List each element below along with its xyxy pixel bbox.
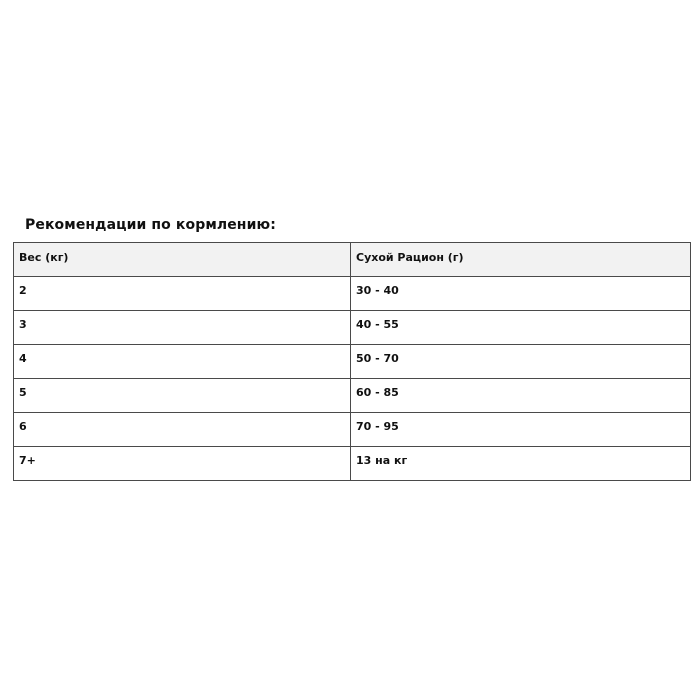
- table-row: [14, 379, 691, 413]
- cell-weight: 6: [14, 413, 351, 447]
- cell-dry-ration: 13 на кг: [351, 447, 691, 481]
- table-row: [14, 277, 691, 311]
- cell-dry-ration: 30 - 40: [351, 277, 691, 311]
- table-row: [14, 345, 691, 379]
- table-header-row: [14, 243, 691, 277]
- header-dry-ration: Сухой Рацион (г): [351, 243, 691, 277]
- feeding-table: [13, 242, 691, 481]
- cell-dry-ration: 70 - 95: [351, 413, 691, 447]
- table-row: [14, 447, 691, 481]
- table-row: [14, 413, 691, 447]
- cell-dry-ration: 40 - 55: [351, 311, 691, 345]
- section-title: Рекомендации по кормлению:: [25, 217, 276, 233]
- cell-weight: 4: [14, 345, 351, 379]
- header-weight: Вес (кг): [14, 243, 351, 277]
- cell-weight: 2: [14, 277, 351, 311]
- cell-weight: 3: [14, 311, 351, 345]
- cell-dry-ration: 50 - 70: [351, 345, 691, 379]
- cell-weight: 7+: [14, 447, 351, 481]
- table-row: [14, 311, 691, 345]
- cell-weight: 5: [14, 379, 351, 413]
- cell-dry-ration: 60 - 85: [351, 379, 691, 413]
